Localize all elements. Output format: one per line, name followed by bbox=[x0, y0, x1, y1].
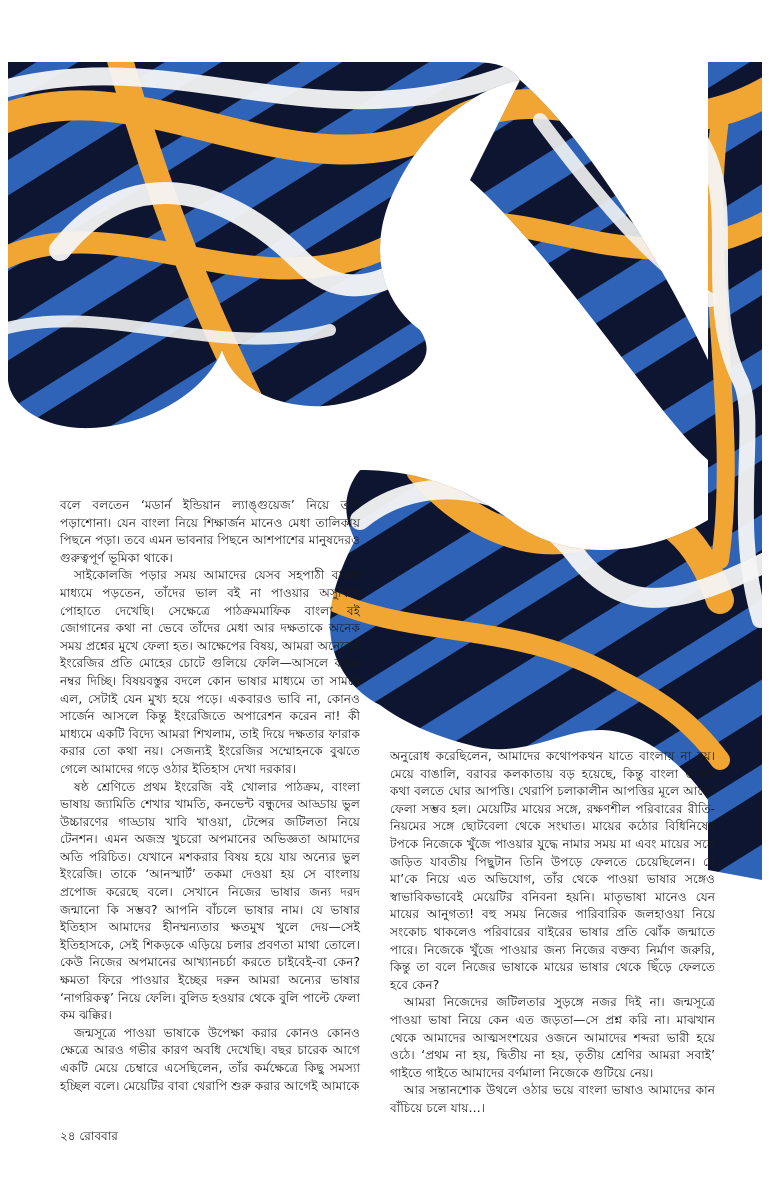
article-column-left bbox=[60, 497, 360, 1095]
page-footer bbox=[60, 1128, 118, 1148]
page-number: ২৪ bbox=[60, 1129, 76, 1143]
article-column-right bbox=[390, 748, 715, 1117]
paragraph: ষষ্ঠ শ্রেণিতে প্রথম ইংরেজি বই খোলার পাঠক্রম, বাংলা ভাষায় জ্যামিতি শেখার খামতি, কনভেন্ট বন্ধুদের আড্ডায় ভুল উচ্চারণের গাড্ডায় খাবি খাওয়া, টেন্সের জটিলতা নিয়ে টেনশন। এমন অজস্র খুচরো অপমানের অভিজ্ঞতা আমাদের অতি পরিচিত। যেখানে মশকরার বিষয় হয়ে যায় অন্যের ভুল ইংরেজি। তাকে ‘আনস্মার্ট’ তকমা দেওয়া হয় সে বাংলায় প্রপোজ করেছে বলে। সেখানে নিজের ভাষার জন্য দরদ জন্মানো কি সম্ভব? আপনি বাঁচলে ভাষার নাম। যে ভাষার ইতিহাস আমাদের হীনম্মন্যতার ক্ষতমুখ খুলে দেয়—সেই ইতিহাসকে, সেই শিকড়কে এড়িয়ে চলার প্রবণতা মাথা তোলে। কেউ নিজের অপমানের আখ্যানচর্চা করতে চাইবেই-বা কেন? ক্ষমতা ফিরে পাওয়ার ইচ্ছের দরুন আমরা অন্যের ভাষার ‘নাগরিকত্ব’ নিয়ে ফেলি। বুলিড হওয়ার থেকে বুলি পাল্টে ফেলা কম ঝক্কির। bbox=[60, 779, 360, 1023]
paragraph: আমরা নিজেদের জটিলতার সুড়ঙ্গে নজর দিই না। জন্মসূত্রে পাওয়া ভাষা নিয়ে কেন এত জড়তা—সে প্রশ্ন করি না। মাঝখান থেকে আমাদের আত্মসংশয়ের ওজনে আমাদের শব্দরা ভারী হয়ে ওঠে। ‘প্রথম না হয়, দ্বিতীয় না হয়, তৃতীয় শ্রেণির আমরা সবাই’ গাইতে গাইতে আমাদের বর্ণমালা নিজেকে গুটিয়ে নেয়। bbox=[390, 995, 715, 1080]
paragraph: জন্মসূত্রে পাওয়া ভাষাকে উপেক্ষা করার কোনও কোনও ক্ষেত্রে আরও গভীর কারণ অবধি দেখেছি। বছর চারেক আগে একটি মেয়ে চেম্বারে এসেছিলেন, তাঁর কর্মক্ষেত্রে কিছু সমস্যা হচ্ছিল বলে। মেয়েটির বাবা থেরাপি শুরু করার আগেই আমাকে bbox=[60, 1025, 360, 1093]
paragraph: আর সন্তানশোক উথলে ওঠার ভয়ে বাংলা ভাষাও আমাদের কান বাঁচিয়ে চলে যায়…। bbox=[390, 1083, 715, 1115]
paragraph: বলে বলতেন ‘মডার্ন ইন্ডিয়ান ল্যাঙ্গুয়েজ’ নিয়ে তাঁর পড়াশোনা। যেন বাংলা নিয়ে শিক্ষার্জন মানেও মেধা তালিকায় পিছনে পড়া। তবে এমন ভাবনার পিছনে আশপাশের মানুষদেরও গুরুত্বপূর্ণ ভূমিকা থাকে। bbox=[60, 498, 360, 565]
magazine-name: রোববার bbox=[79, 1129, 118, 1143]
paragraph: অনুরোধ করেছিলেন, আমাদের কথোপকথন যাতে বাংলায় না হয়। মেয়ে বাঙালি, বরাবর কলকাতায় বড় হয়েছে, কিন্তু বাংলা ভাষায় কথা বলতে ঘোর আপত্তি। থেরাপি চলাকালীন আপত্তির মূলে আলো ফেলা সম্ভব হল। মেয়েটির মায়ের সঙ্গে, রক্ষণশীল পরিবারের রীতি-নিয়মের সঙ্গে ছোটবেলা থেকে সংঘাত। মায়ের কঠোর বিধিনিষেধ টপকে নিজেকে খুঁজে পাওয়ার যুদ্ধে নামার সময় মা এবং মায়ের সঙ্গে জড়িত যাবতীয় পিছুটান তিনি উপড়ে ফেলতে চেয়েছিলেন। যে মা’কে নিয়ে এত অভিযোগ, তাঁর থেকে পাওয়া ভাষার সঙ্গেও স্বাভাবিকভাবেই মেয়েটির বনিবনা হয়নি। মাতৃভাষা মানেও যেন মায়ের আনুগত্য! বহু সময় নিজের পারিবারিক জলহাওয়া নিয়ে সংকোচ থাকলেও পরিবারের বাইরের ভাষার প্রতি ঝোঁক জন্মাতে পারে। নিজেকে খুঁজে পাওয়ার জন্য নিজের বক্তব্য নির্মাণ জরুরি, কিন্তু তা বলে নিজের ভাষাকে মায়ের ভাষার থেকে ছিঁড়ে ফেলতে হবে কেন? bbox=[390, 749, 715, 992]
paragraph: সাইকোলজি পড়ার সময় আমাদের যেসব সহপাঠী বাংলা মাধ্যমে পড়তেন, তাঁদের ভাল বই না পাওয়ার অসুবিধে পোহাতে দেখেছি। সেক্ষেত্রে পাঠক্রমমাফিক বাংলা বই জোগানের কথা না ভেবে তাঁদের মেধা আর দক্ষতাকে অনেক সময় প্রশ্নের মুখে ফেলা হত। আক্ষেপের বিষয়, আমরা অনেকেই ইংরেজির প্রতি মোহের চোটে গুলিয়ে ফেলি—আসলে কাকে নম্বর দিচ্ছি। বিষয়বস্তুর বদলে কোন ভাষার মাধ্যমে তা সামনে এল, সেটাই যেন মুখ্য হয়ে পড়ে। একবারও ভাবি না, কোনও সার্জেন আসলে কিন্তু ইংরেজিতে অপারেশন করেন না! কী মাধ্যমে একটি বিদ্যে আমরা শিখলাম, তাই দিয়ে দক্ষতার ফারাক করার তো কথা নয়। সেজন্যই ইংরেজির সম্মোহনকে বুঝতে গেলে আমাদের গড়ে ওঠার ইতিহাস দেখা দরকার। bbox=[60, 568, 360, 776]
